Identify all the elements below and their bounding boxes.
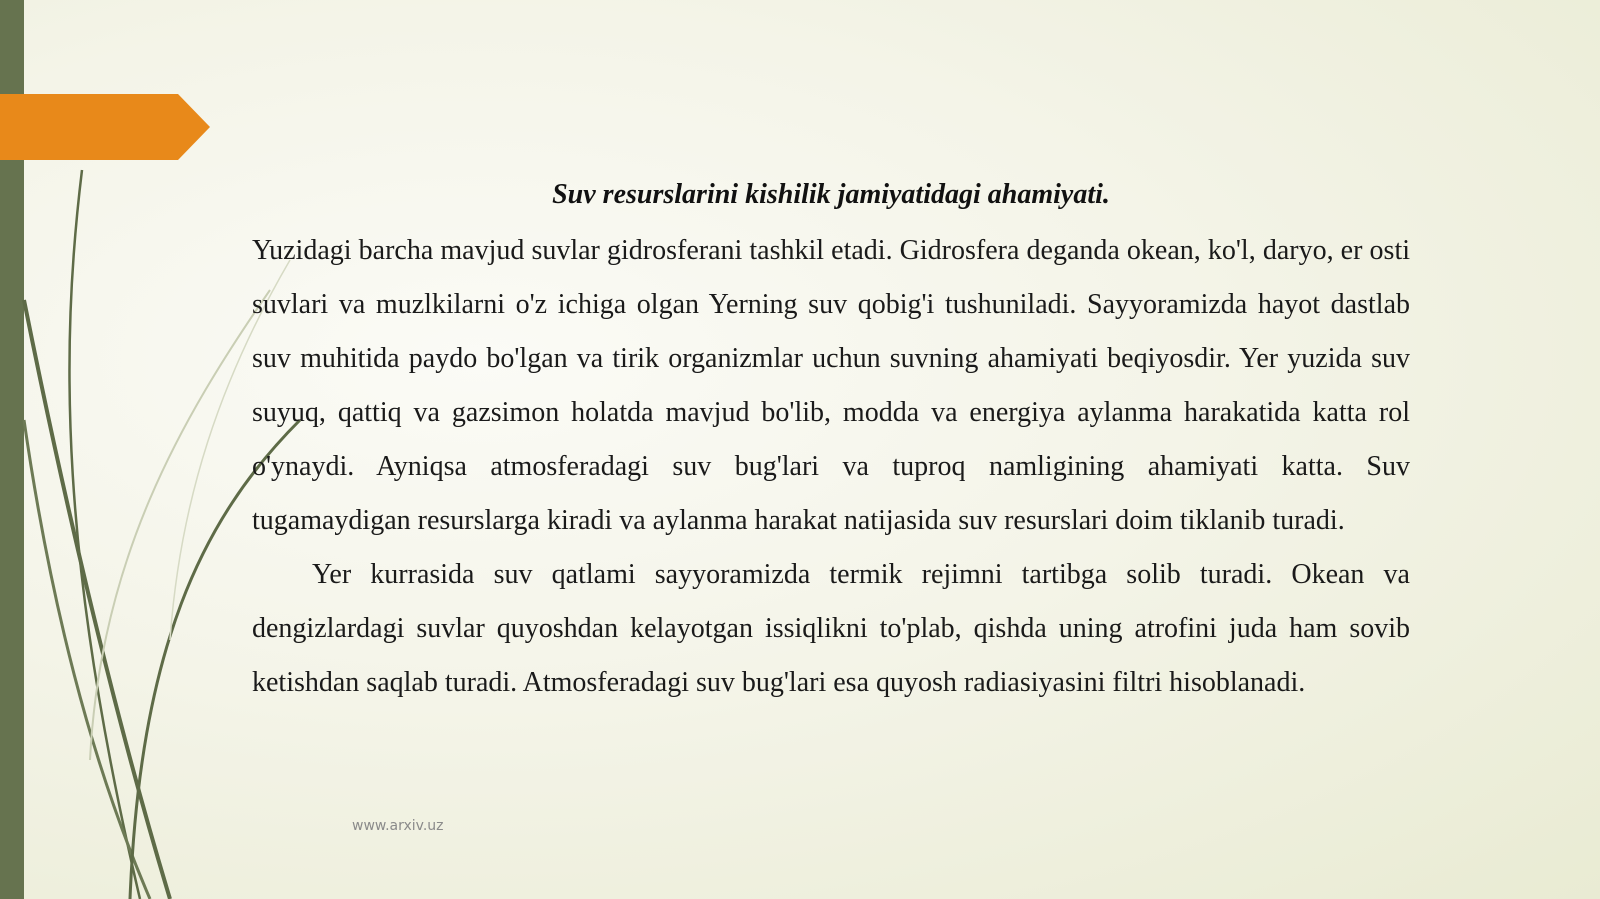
orange-arrow-tab [0,94,210,160]
paragraph-2: Yer kurrasida suv qatlami sayyoramizda termik rejimni tartibga solib turadi. Okean va dengizlardagi suvlar quyoshdan kelayotgan issiqlikni to'plab, qishda uning atrofini juda ham sovib ketishdan saqlab turadi. Atmosferadagi suv bug'lari esa quyosh radiasiyasini filtri hisoblanadi. [252,559,1410,698]
paragraph-1: Yuzidagi barcha mavjud suvlar gidrosferani tashkil etadi. Gidrosfera deganda okean, ko'l, daryo, er osti suvlari va muzlkilarni o'z ichiga olgan Yerning suv qobig'i tushuniladi. Sayyoramizda hayot dastlab suv muhitida paydo bo'lgan va tirik organizmlar uchun suvning ahamiyati beqiyosdir. Yer yuzida suv suyuq, qattiq va gazsimon holatda mavjud bo'lib, modda va energiya aylanma harakatida katta rol o'ynaydi. Ayniqsa atmosferadagi suv bug'lari va tuproq namligining ahamiyati katta. Suv tugamaydigan resurslarga kiradi va aylanma harakat natijasida suv resurslari doim tiklanib turadi. [252,235,1410,536]
footer-url: www.arxiv.uz [352,818,444,834]
slide-body [252,224,1410,710]
slide-title: Suv resurslarini kishilik jamiyatidagi ahamiyati. [552,179,1110,210]
